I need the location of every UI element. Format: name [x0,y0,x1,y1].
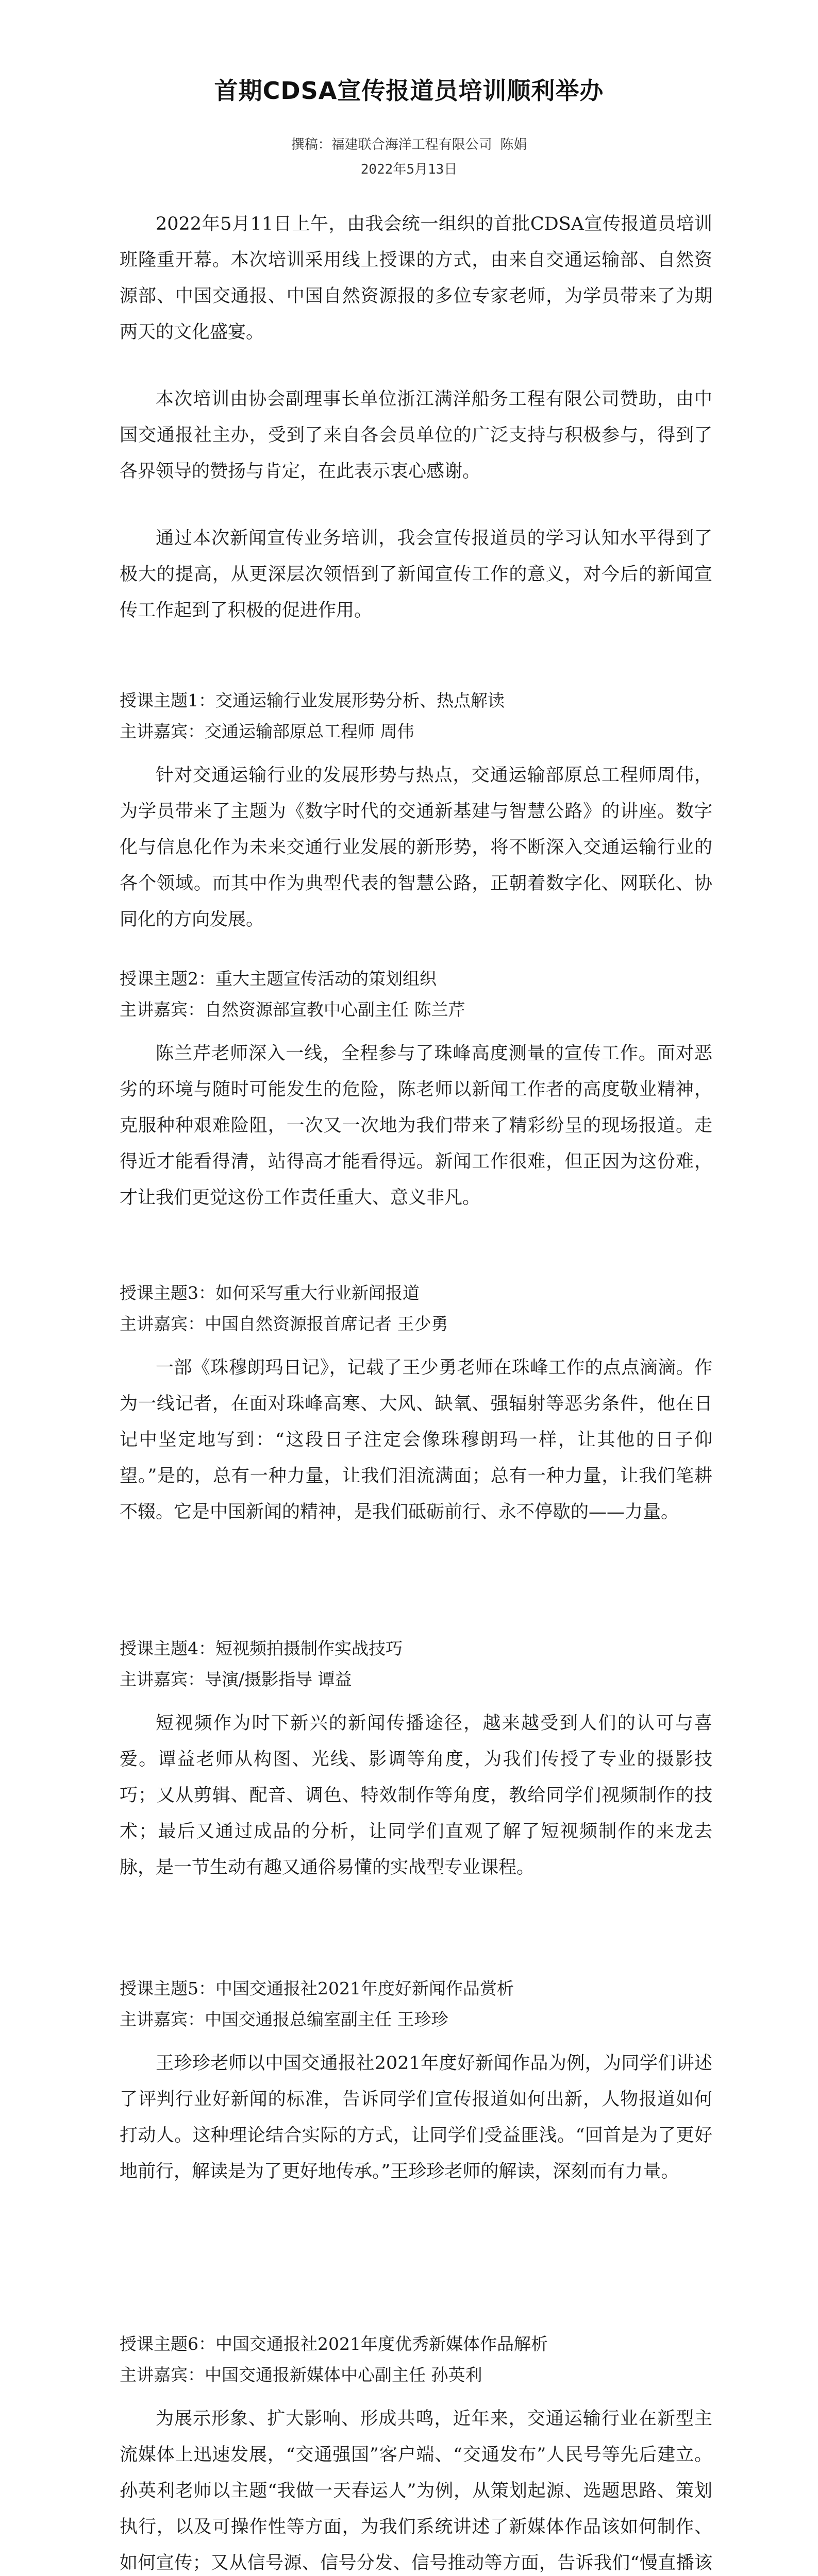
intro-paragraph-3 [120,520,712,629]
session-5-body [120,2045,712,2190]
session-1 [120,685,712,747]
session-1-body [120,757,712,938]
session-4-body [120,1705,712,1886]
session-topic: 授课主题3：如何采写重大行业新闻报道 [120,1283,420,1303]
paragraph-text: 本次培训由协会副理事长单位浙江满洋船务工程有限公司赞助，由中国交通报社主办，受到了来自各会员单位的广泛支持与积极参与，得到了各界领导的赞扬与肯定，在此表示衷心感谢。 [120,389,712,482]
session-body: 短视频作为时下新兴的新闻传播途径，越来越受到人们的认可与喜爱。谭益老师从构图、光线、影调等角度，为我们传授了专业的摄影技巧；又从剪辑、配音、调色、特效制作等角度，教给同学们视频制作的技术；最后又通过成品的分析，让同学们直观了解了短视频制作的来龙去脉，是一节生动有趣又通俗易懂的实战型专业课程。 [120,1713,712,1878]
session-topic: 授课主题1：交通运输行业发展形势分析、热点解读 [120,690,505,710]
intro-paragraph-2 [120,381,712,489]
session-speaker: 主讲嘉宾：中国交通报新媒体中心副主任 孙英利 [120,2365,482,2385]
session-speaker: 主讲嘉宾：中国自然资源报首席记者 王少勇 [120,1314,448,1334]
paragraph-text: 2022年5月11日上午，由我会统一组织的首批CDSA宣传报道员培训班隆重开幕。本次培训采用线上授课的方式，由来自交通运输部、自然资源部、中国交通报、中国自然资源报的多位专家老师，为学员带来了为期两天的文化盛宴。 [120,214,712,343]
session-speaker: 主讲嘉宾：自然资源部宣教中心副主任 陈兰芹 [120,999,465,1020]
article-title: 首期CDSA宣传报道员培训顺利举办 [214,77,604,105]
session-2 [120,963,712,1025]
session-3 [120,1278,712,1340]
session-6 [120,2329,712,2391]
session-3-body [120,1350,712,1530]
session-speaker: 主讲嘉宾：交通运输部原总工程师 周伟 [120,721,414,741]
session-4 [120,1633,712,1695]
session-body: 陈兰芹老师深入一线，全程参与了珠峰高度测量的宣传工作。面对恶劣的环境与随时可能发生的危险，陈老师以新闻工作者的高度敬业精神，克服种种艰难险阻，一次又一次地为我们带来了精彩纷呈的现场报道。走得近才能看得清，站得高才能看得远。新闻工作很难，但正因为这份难，才让我们更觉这份工作责任重大、意义非凡。 [120,1043,712,1208]
session-topic: 授课主题4：短视频拍摄制作实战技巧 [120,1638,403,1658]
session-topic: 授课主题5：中国交通报社2021年度好新闻作品赏析 [120,1978,514,1998]
author-line: 撰稿：福建联合海洋工程有限公司 陈娟 [291,137,527,152]
session-body: 王珍珍老师以中国交通报社2021年度好新闻作品为例，为同学们讲述了评判行业好新闻的标准，告诉同学们宣传报道如何出新，人物报道如何打动人。这种理论结合实际的方式，让同学们受益匪浅。“回首是为了更好地前行，解读是为了更好地传承。”王珍珍老师的解读，深刻而有力量。 [120,2053,712,2182]
session-body: 一部《珠穆朗玛日记》，记载了王少勇老师在珠峰工作的点点滴滴。作为一线记者，在面对珠峰高寒、大风、缺氧、强辐射等恶劣条件，他在日记中坚定地写到：“这段日子注定会像珠穆朗玛一样，让其他的日子仰望。”是的，总有一种力量，让我们泪流满面；总有一种力量，让我们笔耕不辍。它是中国新闻的精神，是我们砥砺前行、永不停歇的——力量。 [120,1358,712,1522]
session-6-body [120,2401,712,2576]
paragraph-text: 通过本次新闻宣传业务培训，我会宣传报道员的学习认知水平得到了极大的提高，从更深层次领悟到了新闻宣传工作的意义，对今后的新闻宣传工作起到了积极的促进作用。 [120,528,712,621]
session-2-body [120,1036,712,1216]
session-topic: 授课主题6：中国交通报社2021年度优秀新媒体作品解析 [120,2334,548,2354]
session-5 [120,1973,712,2035]
session-body: 为展示形象、扩大影响、形成共鸣，近年来，交通运输行业在新型主流媒体上迅速发展，“交通强国”客户端、“交通发布”人民号等先后建立。孙英利老师以主题“我做一天春运人”为例，从策划起源、选题思路、策划执行，以及可操作性等方面，为我们系统讲述了新媒体作品该如何制作、如何宣传；又从信号源、信号分发、信号推动等方面，告诉我们“慢直播该 [120,2409,712,2573]
session-topic: 授课主题2：重大主题宣传活动的策划组织 [120,969,437,989]
session-speaker: 主讲嘉宾：导演/摄影指导 谭益 [120,1669,352,1689]
intro-paragraph-1 [120,206,712,350]
session-speaker: 主讲嘉宾：中国交通报总编室副主任 王珍珍 [120,2009,448,2029]
date-line: 2022年5月13日 [360,162,458,177]
session-body: 针对交通运输行业的发展形势与热点，交通运输部原总工程师周伟，为学员带来了主题为《数字时代的交通新基建与智慧公路》的讲座。数字化与信息化作为未来交通行业发展的新形势，将不断深入交通运输行业的各个领域。而其中作为典型代表的智慧公路，正朝着数字化、网联化、协同化的方向发展。 [120,765,712,930]
